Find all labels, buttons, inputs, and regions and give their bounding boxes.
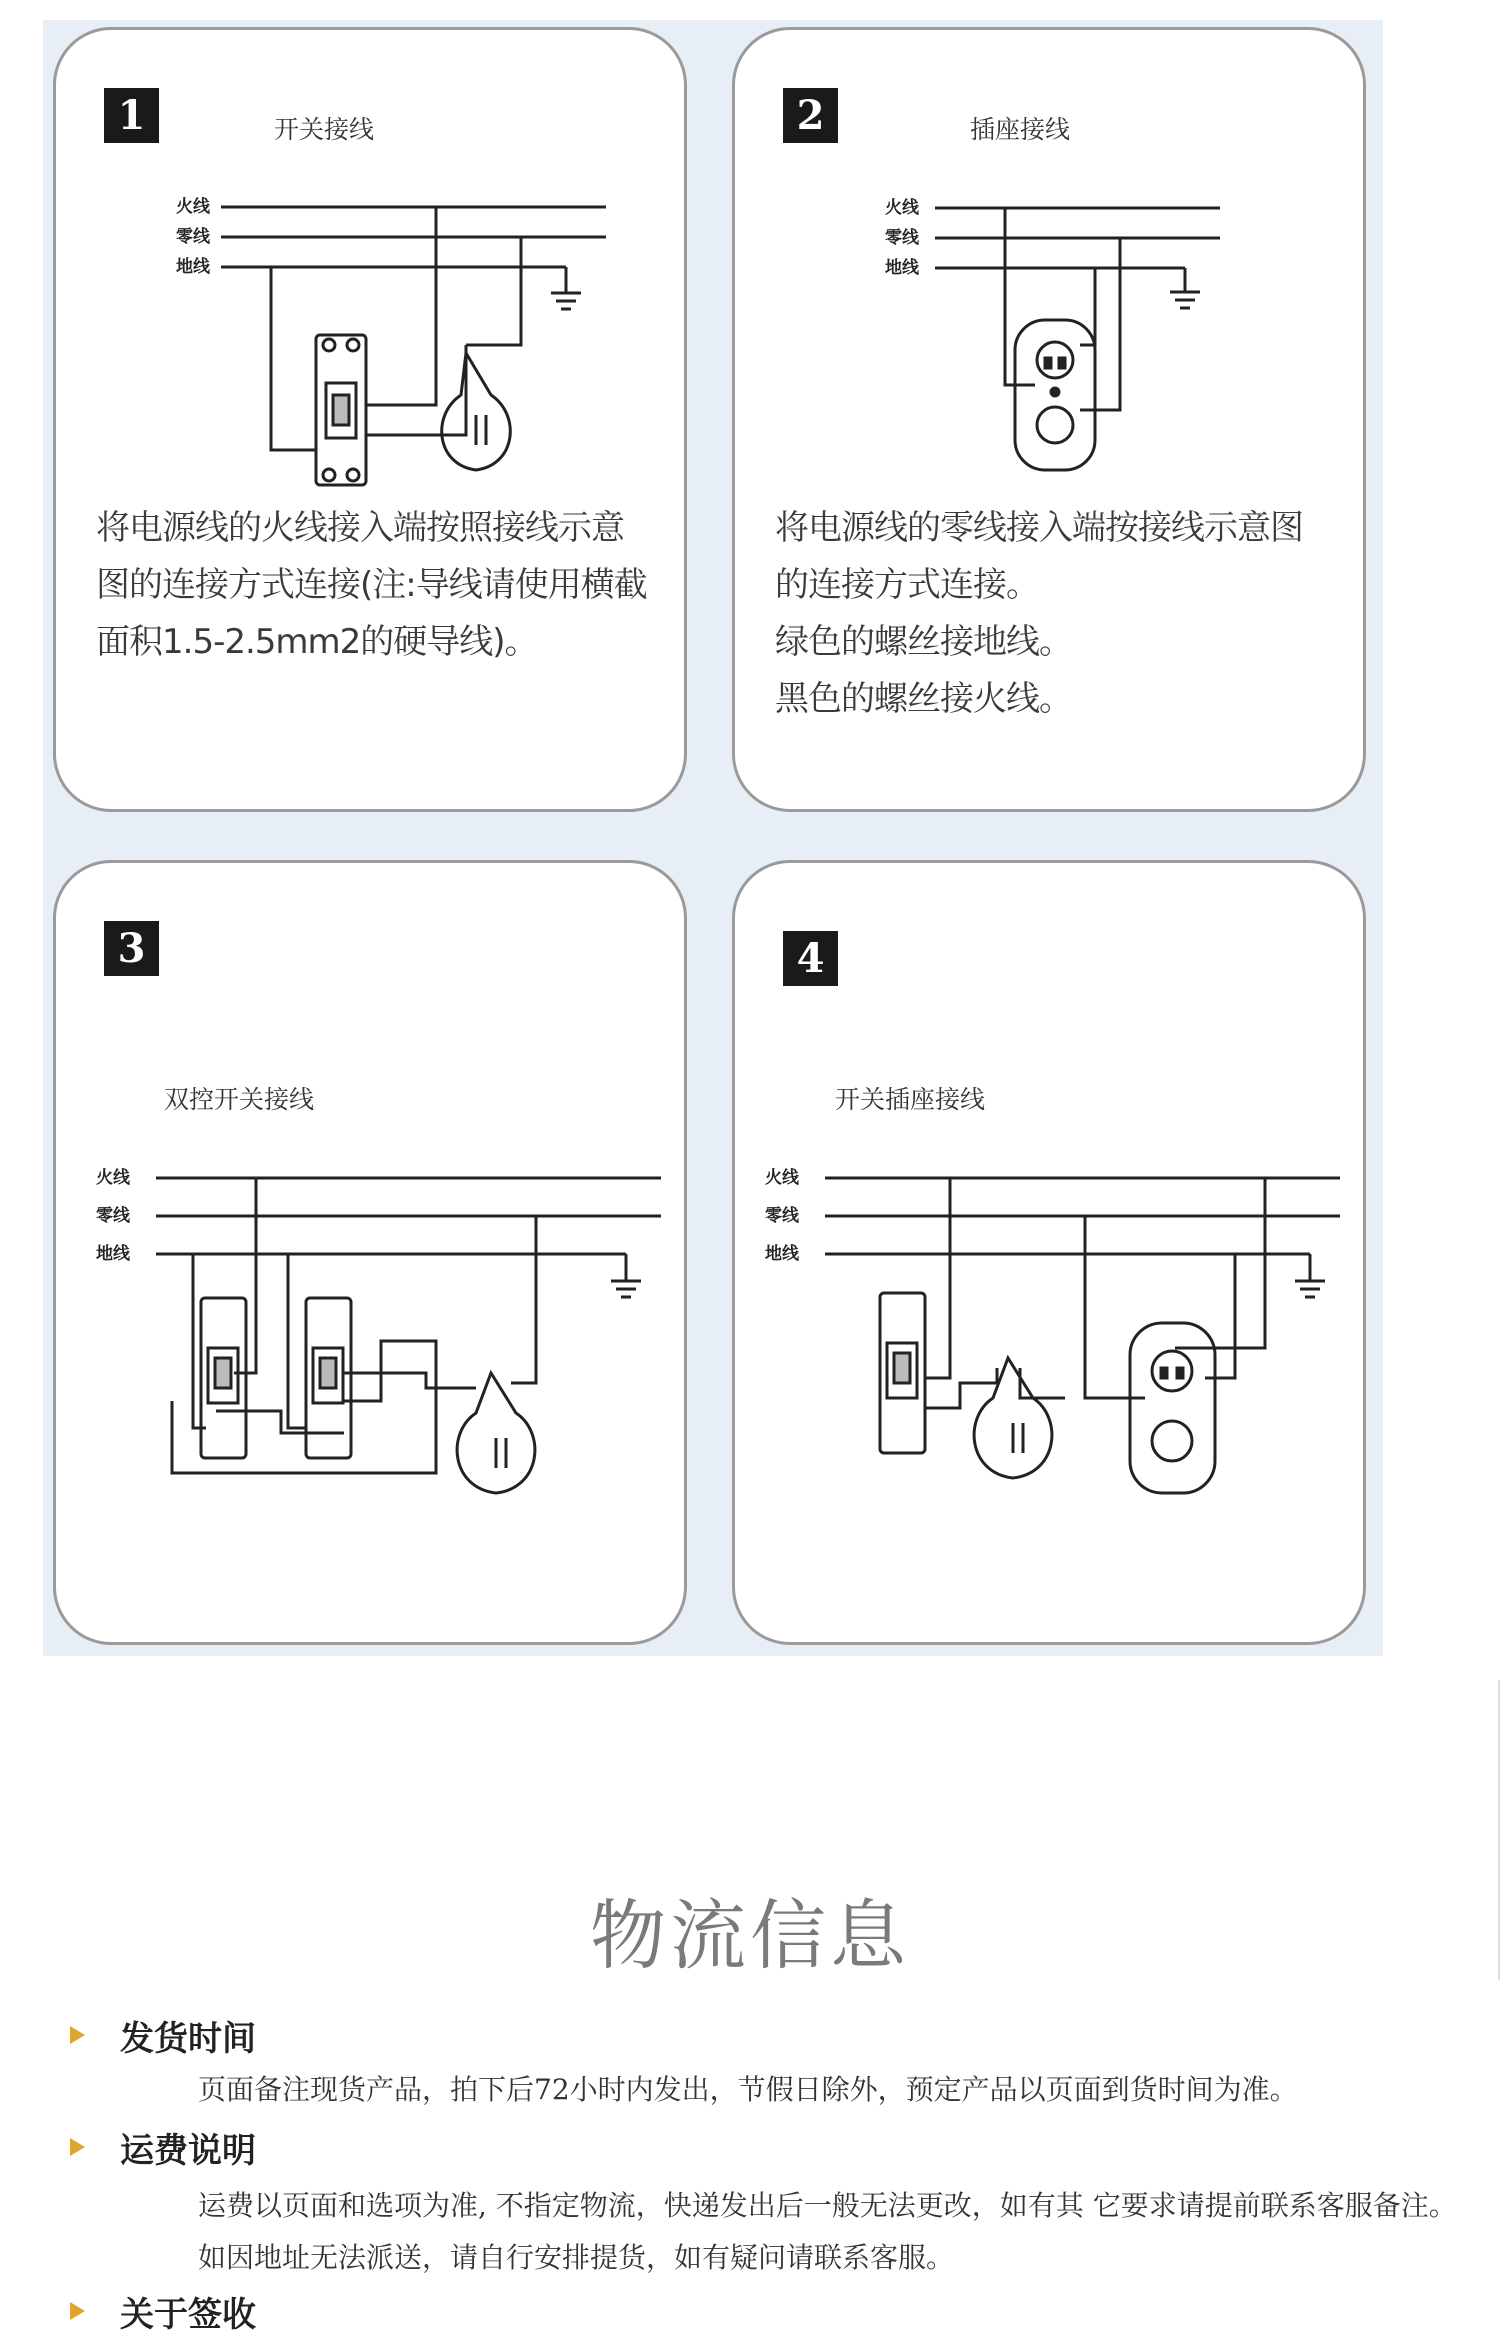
wiring-card-switch <box>53 27 687 812</box>
wire-label-neutral: 零线 <box>176 227 210 247</box>
socket-wiring-diagram <box>885 170 1285 490</box>
triangle-right-icon <box>70 2026 85 2044</box>
info-heading: 关于签收 <box>120 2294 256 2335</box>
card-description <box>775 500 1335 728</box>
wire-label-ground: 地线 <box>96 1244 130 1264</box>
wiring-card-socket <box>732 27 1366 812</box>
info-heading: 发货时间 <box>120 2018 256 2059</box>
switch-wiring-diagram <box>176 165 636 505</box>
info-heading-row <box>70 2010 1450 2060</box>
step-badge: 3 <box>104 921 159 976</box>
wire-label-neutral: 零线 <box>96 1206 130 1226</box>
diagram-title: 开关接线 <box>274 115 375 144</box>
logistics-section-title: 物流信息 <box>590 1891 910 1980</box>
two-way-switch-wiring-diagram <box>96 1143 666 1523</box>
card-description-line: 将电源线的零线接入端按接线示意图的连接方式连接。 <box>775 508 1303 605</box>
step-badge: 4 <box>783 931 838 986</box>
info-heading-row <box>70 2286 1450 2336</box>
wire-label-ground: 地线 <box>176 257 210 277</box>
diagram-title: 双控开关接线 <box>164 1085 315 1114</box>
info-item-shipping-fee <box>70 2122 1457 2284</box>
wiring-card-switch-socket <box>732 860 1366 1645</box>
step-badge: 2 <box>783 88 838 143</box>
wire-label-live: 火线 <box>765 1168 799 1188</box>
diagram-title: 插座接线 <box>970 115 1071 144</box>
switch-socket-wiring-diagram <box>765 1143 1345 1523</box>
wire-label-live: 火线 <box>176 197 210 217</box>
step-badge: 1 <box>104 88 159 143</box>
diagram-title: 开关插座接线 <box>835 1085 986 1114</box>
wire-label-ground: 地线 <box>765 1244 799 1264</box>
triangle-right-icon <box>70 2302 85 2320</box>
info-item-shipping-time <box>70 2010 1450 2116</box>
triangle-right-icon <box>70 2138 85 2156</box>
wire-label-neutral: 零线 <box>885 228 919 248</box>
card-description: 将电源线的火线接入端按照接线示意图的连接方式连接(注:导线请使用横截面积1.5-2.5mm2的硬导线)。 <box>96 508 647 662</box>
info-item-delivery-receipt <box>70 2286 1450 2336</box>
wire-label-ground: 地线 <box>885 258 919 278</box>
info-heading-row <box>70 2122 1450 2172</box>
info-body: 运费以页面和选项为准, 不指定物流，快递发出后一般无法更改，如有其 它要求请提前联系客服备注。如因地址无法派送，请自行安排提货，如有疑问请联系客服。 <box>198 2189 1457 2274</box>
info-heading: 运费说明 <box>120 2130 256 2171</box>
card-description-line: 黑色的螺丝接火线。 <box>775 679 1072 719</box>
info-body: 页面备注现货产品，拍下后72小时内发出，节假日除外，预定产品以页面到货时间为准。 <box>198 2073 1298 2106</box>
card-description-line: 绿色的螺丝接地线。 <box>775 622 1072 662</box>
wiring-card-two-way-switch <box>53 860 687 1645</box>
wire-label-live: 火线 <box>96 1168 130 1188</box>
wire-label-live: 火线 <box>885 198 919 218</box>
wire-label-neutral: 零线 <box>765 1206 799 1226</box>
